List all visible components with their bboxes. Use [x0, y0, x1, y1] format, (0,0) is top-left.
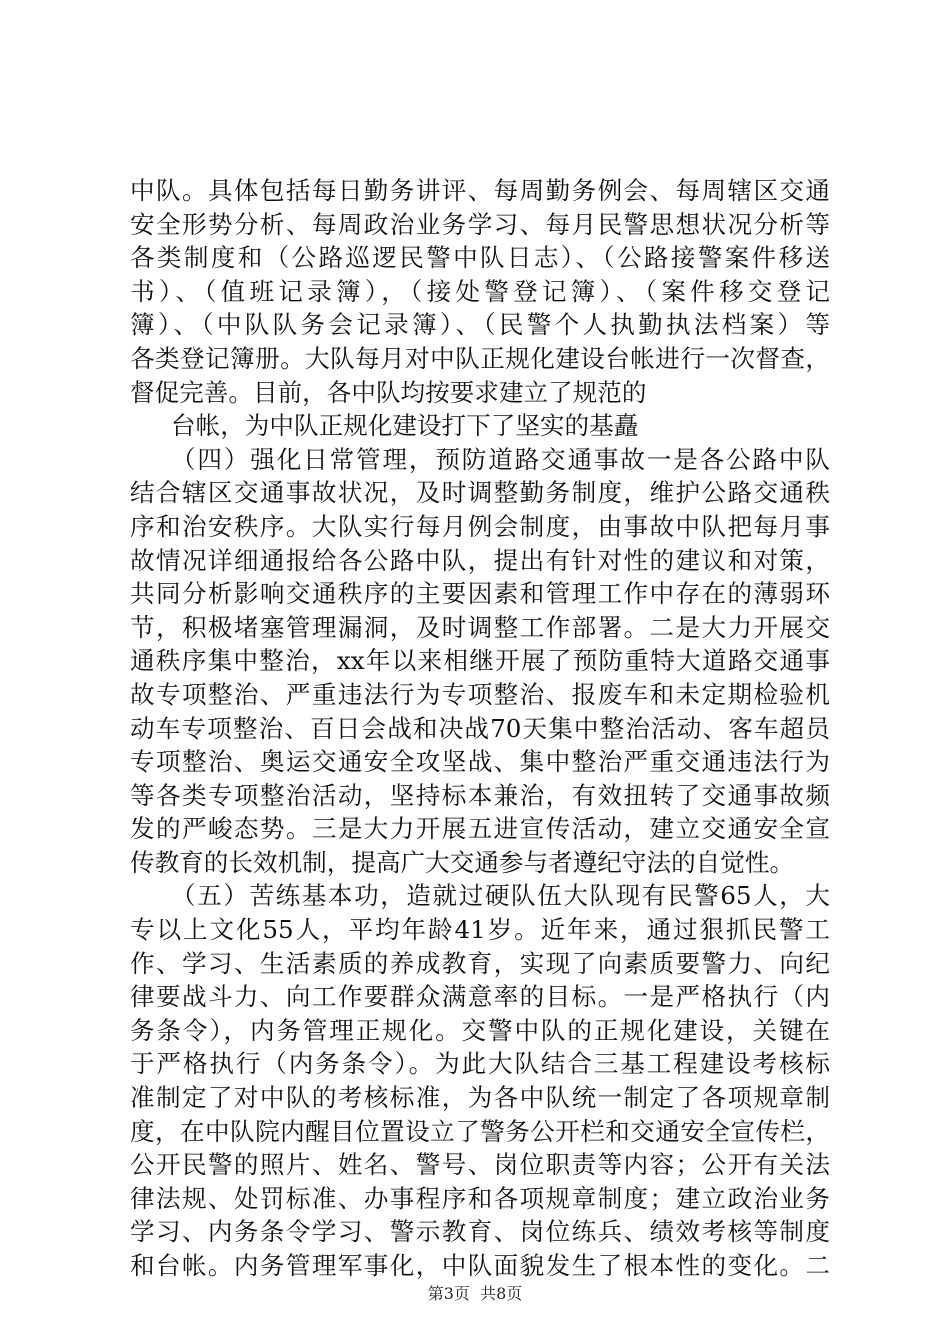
text-line: 发的严峻态势。三是大力开展五进宣传活动，建立交通安全宣	[130, 814, 830, 844]
text-line: 书）、（值班记录簿），（接处警登记簿）、（案件移交登记	[130, 276, 830, 306]
page-footer	[0, 1284, 950, 1304]
text-line: 督促完善。目前，各中队均按要求建立了规范的	[130, 377, 647, 407]
paragraph-heading-line: （四）强化日常管理，预防道路交通事故一是各公路中队	[171, 444, 830, 474]
text-line: 故情况详细通报给各公路中队，提出有针对性的建议和对策，	[130, 545, 830, 575]
text-line: 作、学习、生活素质的养成教育，实现了向素质要警力、向纪	[130, 948, 830, 978]
text-line: 台帐，为中队正规化建设打下了坚实的基矗	[171, 411, 639, 441]
text-line: 和台帐。内务管理军事化，中队面貌发生了根本性的变化。二	[130, 1251, 830, 1280]
text-line: 中队。具体包括每日勤务讲评、每周勤务例会、每周辖区交通	[130, 176, 830, 205]
text-line: 于严格执行（内务条令）。为此大队结合三基工程建设考核标	[130, 1049, 830, 1079]
text-line: 各类登记簿册。大队每月对中队正规化建设台帐进行一次督查，	[130, 343, 830, 373]
text-line: 动车专项整治、百日会战和决战70天集中整治活动、客车超员	[130, 713, 830, 743]
text-line: 准制定了对中队的考核标准，为各中队统一制定了各项规章制	[130, 1083, 830, 1113]
text-line: 共同分析影响交通秩序的主要因素和管理工作中存在的薄弱环	[130, 579, 830, 609]
text-line: 序和治安秩序。大队实行每月例会制度，由事故中队把每月事	[130, 511, 830, 541]
paragraph-heading-line: （五）苦练基本功，造就过硬队伍大队现有民警65人，大	[171, 881, 830, 911]
text-line: 各类制度和（公路巡逻民警中队日志）、（公路接警案件移送	[130, 243, 830, 273]
text-line: 安全形势分析、每周政治业务学习、每月民警思想状况分析等	[130, 209, 830, 239]
text-line: 公开民警的照片、姓名、警号、岗位职责等内容；公开有关法	[130, 1150, 830, 1180]
text-line: 结合辖区交通事故状况，及时调整勤务制度，维护公路交通秩	[130, 478, 830, 508]
text-line: 传教育的长效机制，提高广大交通参与者遵纪守法的自觉性。	[130, 847, 795, 877]
text-line: 等各类专项整治活动，坚持标本兼治，有效扭转了交通事故频	[130, 780, 830, 810]
text-line: 簿）、（中队队务会记录簿）、（民警个人执勤执法档案）等	[130, 310, 830, 340]
body-text	[130, 174, 830, 1283]
text-line: 学习、内务条令学习、警示教育、岗位练兵、绩效考核等制度	[130, 1217, 830, 1247]
text-line: 专以上文化55人，平均年龄41岁。近年来，通过狠抓民警工	[130, 915, 830, 945]
text-line: 通秩序集中整治，xx年以来相继开展了预防重特大道路交通事	[130, 646, 830, 676]
text-line: 律要战斗力、向工作要群众满意率的目标。一是严格执行（内	[130, 982, 830, 1012]
page-number-label: 第3页 共8页	[427, 1284, 523, 1303]
text-line: 节，积极堵塞管理漏洞，及时调整工作部署。二是大力开展交	[130, 612, 830, 642]
text-line: 律法规、处罚标准、办事程序和各项规章制度；建立政治业务	[130, 1183, 830, 1213]
text-line: 专项整治、奥运交通安全攻坚战、集中整治严重交通违法行为	[130, 747, 830, 777]
text-line: 度，在中队院内醒目位置设立了警务公开栏和交通安全宣传栏，	[130, 1116, 830, 1146]
text-line: 故专项整治、严重违法行为专项整治、报废车和未定期检验机	[130, 679, 830, 709]
text-line: 务条令），内务管理正规化。交警中队的正规化建设，关键在	[130, 1015, 830, 1045]
